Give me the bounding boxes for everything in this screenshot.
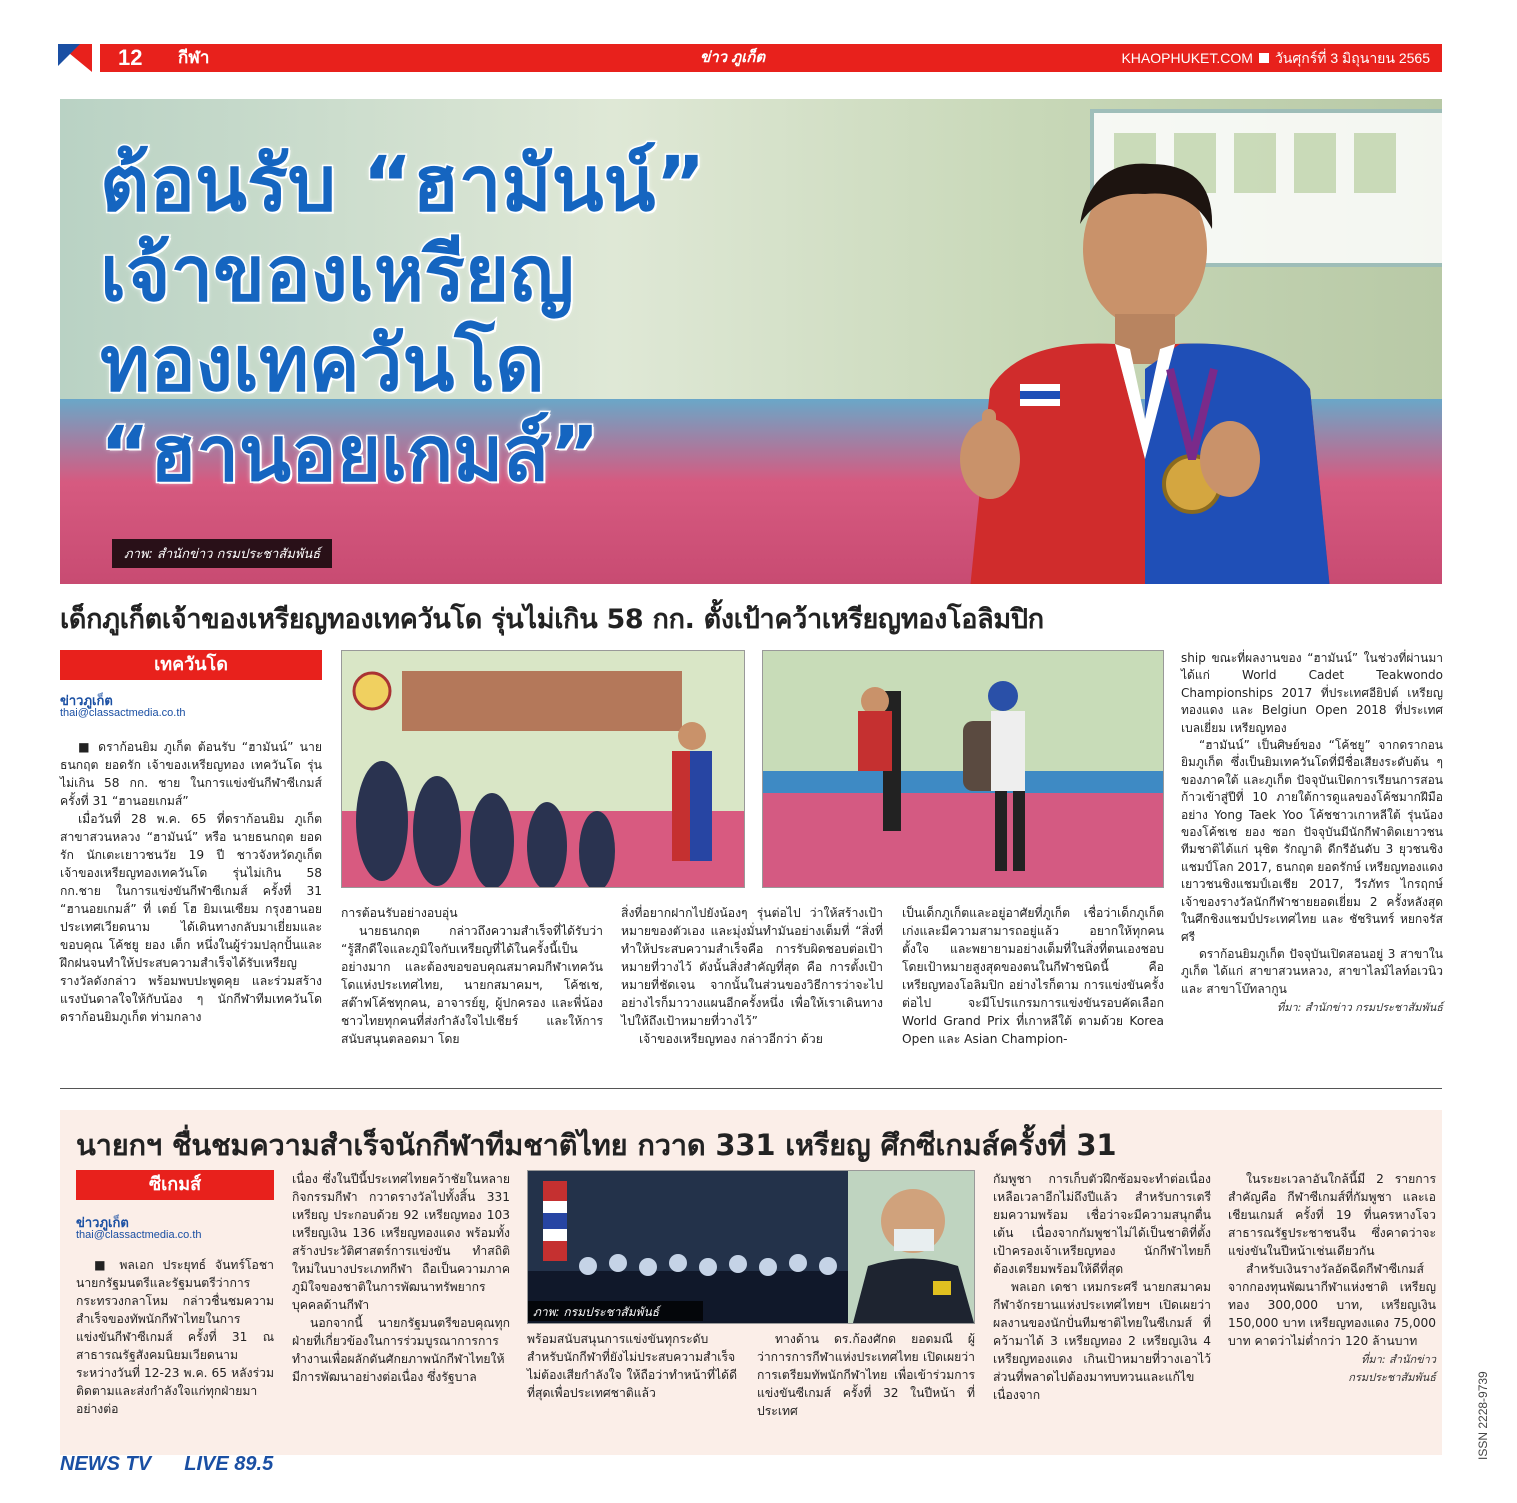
story2-col5 <box>993 1170 1211 1404</box>
story2-byline: ข่าวภูเก็ต <box>76 1216 129 1231</box>
story2-col2-para2: นอกจากนี้ นายกรัฐมนตรีขอบคุณทุกฝ่ายที่เกี่ยวข้องในการร่วมบูรณาการการทำงานเพื่อผลักดันศักยภาพนักกีฬาไทยให้มีการพัฒนาอย่างต่อเนื่อง ซึ่งรัฐบาล <box>292 1316 510 1384</box>
story1-col2 <box>341 904 603 1048</box>
divider <box>60 1088 1442 1089</box>
story1-byline: ข่าวภูเก็ต <box>60 694 113 709</box>
story2-source-1: ที่มา: สำนักข่าว <box>1361 1353 1436 1366</box>
story1-subtitle: เด็กภูเก็ตเจ้าของเหรียญทองเทควันโด รุ่นไม่เกิน 58 กก. ตั้งเป้าคว้าเหรียญทองโอลิมปิก <box>60 604 1044 635</box>
story1-col1-para2: เมื่อวันที่ 28 พ.ค. 65 ที่ดราก้อนยิม ภูเก็ต สาขาสวนหลวง “ฮามันน์” หรือ นายธนกฤต ยอดรัก นักเตะเยาวชนวัย 19 ปี ชาวจังหวัดภูเก็ต เจ้าของเหรียญทองเทควันโด รุ่นไม่เกิน 58 กก.ชาย ในการแข่งขันกีฬาซีเกมส์ ครั้งที่ 31 “ฮานอยเกมส์” ที่ เตย์ โฮ ยิมเนเซียม กรุงฮานอย ประเทศเวียดนาม ได้เดินทางกลับมาเยี่ยมและขอบคุณ โค้ชยู ยอง เต็ก หนึ่งในผู้ร่วมปลุกปั้นและฝึกฝนจนทำให้ประสบความสำเร็จได้รับเหรียญรางวัลดังกล่าว พร้อมพบปะพูดคุย และร่วมสร้างแรงบันดาลใจให้กับน้อง ๆ นักกีฬาทีมเทควันโด ดราก้อนยิมภูเก็ต ท่ามกลาง <box>60 812 322 1024</box>
story2-col5-para1: กัมพูชา การเก็บตัวฝึกซ้อมจะทำต่อเนื่อง เหลือเวลาอีกไม่ถึงปีแล้ว สำหรับการเตรียมความพร้อม เชื่อว่าจะมีความสนุกตื่นเต้น เนื่องจากกัมพูชาไม่ได้เป็นชาติที่ตั้งเป้าครองเจ้าเหรียญทอง นักกีฬาไทยก็ต้องเตรียมพร้อมให้ดีที่สุด <box>993 1172 1211 1276</box>
training-photo <box>762 650 1164 888</box>
header-right <box>1121 44 1430 72</box>
story1-email: thai@classactmedia.co.th <box>60 707 186 719</box>
story2-col2 <box>292 1170 510 1386</box>
story1-col3-para1: สิ่งที่อยากฝากไปยังน้องๆ รุ่นต่อไป ว่าให้สร้างเป้าหมายของตัวเอง และมุ่งมั่นทำมันอย่างเต็มที่ “สิ่งที่ทำให้ประสบความสำเร็จคือ การรับผิดชอบต่อเป้าหมายที่วางไว้ ดังนั้นสิ่งสำคัญที่สุด คือ การตั้งเป้าหมายที่ชัดเจน จากนั้นในส่วนของวิธีการว่าจะไปอย่างไรก็มาวางแผนอีกครั้งหนึ่ง เพื่อให้เราเดินทางไปให้ถึงเป้าหมายที่วางไว้” <box>621 906 883 1028</box>
athlete-with-medal <box>930 129 1360 584</box>
page-header <box>100 44 1442 72</box>
page-number: 12 <box>118 45 143 70</box>
headline-line-4: “ฮานอยเกมส์” <box>100 409 600 498</box>
story1-col3-para2: เจ้าของเหรียญทอง กล่าวอีกว่า ด้วย <box>639 1032 823 1046</box>
footer-logos <box>60 1453 273 1476</box>
story1-col4 <box>902 904 1164 1048</box>
story1-source: ที่มา: สำนักข่าว กรมประชาสัมพันธ์ <box>1276 1001 1443 1015</box>
headline <box>100 139 900 499</box>
newstv-logo: NEWS TV <box>60 1453 152 1475</box>
story2-col5-para2: พลเอก เดชา เหมกระศรี นายกสมาคมกีฬาจักรยานแห่งประเทศไทยฯ เปิดเผยว่า ผลงานของนักปั่นทีมชาติไทยในซีเกมส์ ที่คว้ามาได้ 3 เหรียญทอง 2 เหรียญเงิน 4 เหรียญทองแดง เกินเป้าหมายที่วางเอาไว้ ส่วนที่พลาดไปต้องมาทบทวนและแก้ไขเนื่องจาก <box>993 1280 1211 1402</box>
live-radio-logo: LIVE 89.5 <box>184 1453 274 1475</box>
story1-section-label: เทควันโด <box>60 650 322 680</box>
story2-col6 <box>1228 1170 1436 1386</box>
hero-photo-credit: ภาพ: สำนักข่าว กรมประชาสัมพันธ์ <box>112 539 332 568</box>
website: KHAOPHUKET.COM <box>1121 50 1253 66</box>
story1-col1 <box>60 738 322 1026</box>
headline-line-1: ต้อนรับ “ฮามันน์” <box>100 139 706 228</box>
headline-line-2: เจ้าของเหรียญ <box>100 229 575 318</box>
story1-col4-para1: เป็นเด็กภูเก็ตและอยู่อาศัยที่ภูเก็ต เชื่อว่าเด็กภูเก็ตเก่งและมีความสามารถอยู่แล้ว อยากให้ทุกคนตั้งใจ และพยายามอย่างเต็มที่ในสิ่งที่ตนเองชอบ โดยเป้าหมายสูงสุดของตนในกีฬาชนิดนี้ คือ เหรียญทองโอลิมปิก อย่างไรก็ตาม การแข่งขันครั้งต่อไป จะมีโปรแกรมการแข่งขันรอบคัดเลือก World Grand Prix ที่เกาหลีใต้ ตามด้วย Korea Open และ Asian Champion- <box>902 906 1164 1046</box>
section-name: กีฬา <box>178 48 210 67</box>
story2-col4-para1: ทางด้าน ดร.ก้องศักด ยอดมณี ผู้ว่าการการกีฬาแห่งประเทศไทย เปิดเผยว่า การเตรียมทัพนักกีฬาไทย เพื่อเข้าร่วมการแข่งขันซีเกมส์ ครั้งที่ 32 ในปีหน้า ที่ประเทศ <box>757 1332 975 1418</box>
story2-section-label: ซีเกมส์ <box>76 1170 274 1200</box>
story2-photo-credit: ภาพ: กรมประชาสัมพันธ์ <box>533 1305 660 1319</box>
story1-col3 <box>621 904 883 1048</box>
story2-col6-para1: ในระยะเวลาอันใกล้นี้มี 2 รายการสำคัญคือ กีฬาซีเกมส์ที่กัมพูชา และเอเชียนเกมส์ ครั้งที่ 19 ที่นครหางโจว สาธารณรัฐประชาชนจีน ซึ่งคาดว่าจะแข่งขันในปีหน้าเช่นเดียวกัน <box>1228 1172 1436 1258</box>
story1-col5-para1: ship ขณะที่ผลงานของ “ฮามันน์” ในช่วงที่ผ่านมา ได้แก่ World Cadet Teakwondo Championships 2017 ที่ประเทศอียิปต์ เหรียญทองแดง และ Belgiun Open 2018 ที่ประเทศ เบลเยี่ยม เหรียญทอง <box>1181 651 1443 735</box>
story2-col1 <box>76 1256 274 1418</box>
story2-col4 <box>757 1330 975 1420</box>
square-separator-icon <box>1259 53 1269 63</box>
story1-col2-para2: นายธนกฤต กล่าวถึงความสำเร็จที่ได้รับว่า “รู้สึกดีใจและภูมิใจกับเหรียญที่ได้ในครั้งนี้เป็นอย่างมาก และต้องขอขอบคุณสมาคมกีฬาเทควันโดแห่งประเทศไทย, นายกสมาคมฯ, โค้ชเช, สต๊าฟโค้ชทุกคน, อาจารย์ยู, ผู้ปกครอง และพี่น้องชาวไทยทุกคนที่ส่งกำลังใจไปเชียร์ และให้การสนับสนุนตลอดมา โดย <box>341 924 603 1046</box>
pm-photo <box>527 1170 975 1324</box>
story2-col1-para1: ■ พลเอก ประยุทธ์ จันทร์โอชา นายกรัฐมนตรีและรัฐมนตรีว่าการกระทรวงกลาโหม กล่าวชื่นชมความสำเร็จของทัพนักกีฬาไทยในการแข่งขันกีฬาซีเกมส์ ครั้งที่ 31 ณ สาธารณรัฐสังคมนิยมเวียดนาม ระหว่างวันที่ 12-23 พ.ค. 65 หลังร่วมติดตามและส่งกำลังใจแก่ทุกฝ่ายมาอย่างต่อ <box>76 1258 274 1416</box>
newspaper-logo: ข่าว ภูเก็ต <box>700 49 766 66</box>
issue-date: วันศุกร์ที่ 3 มิถุนายน 2565 <box>1274 50 1430 66</box>
story1-col2-para1: การต้อนรับอย่างอบอุ่น <box>341 906 458 920</box>
headline-line-3: ทองเทควันโด <box>100 319 545 408</box>
hero-photo <box>60 99 1442 584</box>
story1-col5-para2: “ฮามันน์” เป็นศิษย์ของ “โค้ชยู” จากดรากอนยิมภูเก็ต ซึ่งเป็นยิมเทควันโดที่มีชื่อเสียงระดับต้น ๆ ของภาคใต้ และภูเก็ต ปัจจุบันเปิดการเรียนการสอนก้าวเข้าสู่ปีที่ 10 ภายใต้การดูแลของโค้ชมากฝีมืออย่าง Yong Taek Yoo โค้ชชาวเกาหลีใต้ รุ่นน้องของโค้ชเช ยอง ซอก ปัจจุบันมีนักกีฬาติดเยาวชนทีมชาติได้แก่ นุชิต รักญาติ ดีกรีอันดับ 3 ยุวชนชิงแชมป์โลก 2017, ธนกฤต ยอดรักษ์ เหรียญทองแดง เยาวชนชิงแชมป์เอเชีย 2017, วีรภัทร ไกรฤกษ์ เจ้าของรางวัลนักกีฬาชายยอดเยี่ยม 2 ครั้งหลังสุดในศึกชิงแชมป์ประเทศไทย และ ชัชรินทร์ หยกจรัสศรี <box>1181 738 1443 944</box>
students-photo <box>341 650 745 888</box>
story2-headline: นายกฯ ชื่นชมความสำเร็จนักกีฬาทีมชาติไทย กวาด 331 เหรียญ ศึกซีเกมส์ครั้งที่ 31 <box>76 1128 1117 1162</box>
story2-col2-para1: เนื่อง ซึ่งในปีนี้ประเทศไทยคว้าชัยในหลายกิจกรรมกีฬา กวาดรางวัลไปทั้งสิ้น 331 เหรียญ ประกอบด้วย 92 เหรียญทอง 103 เหรียญเงิน 136 เหรียญทองแดง พร้อมทั้งสร้างประวัติศาสตร์การแข่งขัน ทำสถิติใหม่ในบางประเภทกีฬา ถือเป็นความภาคภูมิใจของชาติในการพัฒนาทรัพยากรบุคคลด้านกีฬา <box>292 1172 510 1312</box>
story1-col5-para3: ดราก้อนยิมภูเก็ต ปัจจุบันเปิดสอนอยู่ 3 สาขาในภูเก็ต ได้แก่ สาขาสวนหลวง, สาขาไลม์ไลท์อเวนิว และ สาขาโบ๊ทลากูน <box>1181 946 1443 996</box>
story1-col5 <box>1181 650 1443 1016</box>
story2-col3-para1: พร้อมสนับสนุนการแข่งขันทุกระดับ สำหรับนักกีฬาที่ยังไม่ประสบความสำเร็จไม่ต้องเสียกำลังใจ ให้ถือว่าทำหน้าที่ได้ดีที่สุดเพื่อประเทศชาติแล้ว <box>527 1332 737 1400</box>
story2-col6-para2: สำหรับเงินรางวัลอัดฉีดกีฬาซีเกมส์จากกองทุนพัฒนากีฬาแห่งชาติ เหรียญทอง 300,000 บาท, เหรียญเงิน 150,000 บาท เหรียญทองแดง 75,000 บาท คาดว่าไม่ต่ำกว่า 120 ล้านบาท <box>1228 1262 1436 1348</box>
story1-col1-para1: ■ ดราก้อนยิม ภูเก็ต ต้อนรับ “ฮามันน์” นายธนกฤต ยอดรัก เจ้าของเหรียญทอง เทควันโด รุ่นไม่เกิน 58 กก. ชาย ในการแข่งขันกีฬาซีเกมส์ ครั้งที่ 31 “ฮานอยเกมส์” <box>60 740 322 808</box>
story2-source-2: กรมประชาสัมพันธ์ <box>1348 1371 1436 1384</box>
corner-flag-icon <box>58 44 92 72</box>
story2-email: thai@classactmedia.co.th <box>76 1229 202 1241</box>
issn-number: ISSN 2228-9739 <box>1476 1371 1490 1460</box>
story2-col3 <box>527 1330 737 1402</box>
